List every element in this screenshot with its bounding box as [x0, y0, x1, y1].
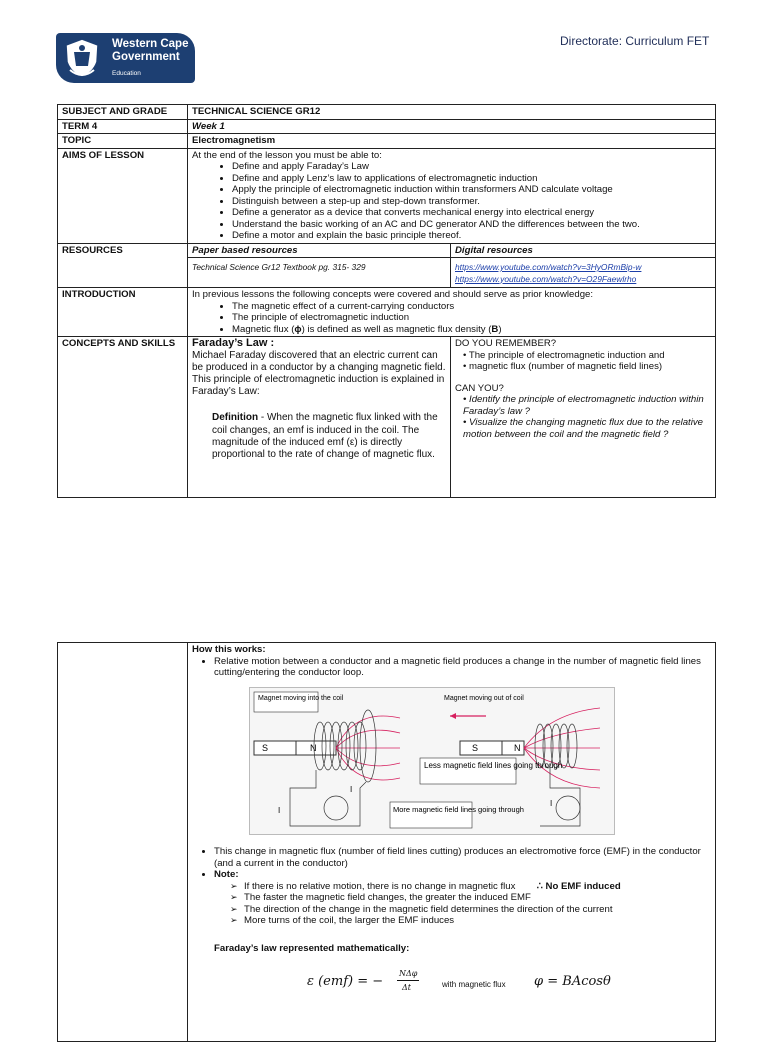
lesson-table	[57, 104, 716, 498]
how-list	[192, 656, 711, 679]
resources-row	[58, 243, 716, 258]
subject-label: SUBJECT AND GRADE	[58, 105, 188, 120]
remember-cell	[451, 337, 716, 498]
aims-row	[58, 148, 716, 243]
aim-item: • Define and apply Lenz’s law to applications of electromagnetic induction	[232, 173, 711, 185]
aims-label: AIMS OF LESSON	[58, 148, 188, 243]
intro-row	[58, 288, 716, 337]
digital-resources-heading: Digital resources	[451, 243, 716, 258]
how-title: How this works:	[192, 644, 266, 655]
faraday-title: Faraday’s Law :	[192, 337, 275, 349]
intro-cell	[188, 288, 716, 337]
topic-row	[58, 134, 716, 149]
remember-title: DO YOU REMEMBER?	[455, 338, 557, 349]
can-you-item: • Visualize the changing magnetic flux due to the relative motion between the coil and the magnetic field ?	[463, 417, 703, 440]
pole-n-right: N	[514, 742, 521, 753]
label-into-coil: Magnet moving into the coil	[258, 694, 344, 702]
subject-row	[58, 105, 716, 120]
label-out-of-coil: Magnet moving out of coil	[444, 694, 524, 702]
aim-item: • Apply the principle of electromagnetic induction within transformers AND calculate voltage	[232, 184, 711, 196]
change-list	[192, 846, 711, 881]
pole-s-left: S	[262, 742, 269, 753]
current-right: I	[550, 798, 553, 808]
note-item: ➢ The direction of the change in the magnetic field determines the direction of the current	[244, 904, 711, 916]
change-item: • This change in magnetic flux (number of field lines cutting) produces an electromotive force (EMF) in the conductor (and a current in the conductor)	[214, 846, 711, 869]
directorate-title: Directorate: Curriculum FET	[560, 34, 710, 48]
current-left-2: I	[350, 784, 353, 794]
note-item: ➢ If there is no relative motion, there is no change in magnetic flux ∴ No EMF induced	[244, 881, 711, 893]
paper-resources-heading: Paper based resources	[188, 243, 451, 258]
aims-intro: At the end of the lesson you must be able to:	[192, 149, 382, 161]
formula-lhs: ε (emf) = −	[307, 974, 384, 989]
coat-of-arms-icon	[60, 36, 104, 80]
formula-denominator: Δt	[402, 983, 411, 992]
wcg-logo	[56, 33, 195, 83]
can-you-title: CAN YOU?	[455, 382, 504, 394]
note-label: • Note:	[214, 869, 711, 881]
paper-resource: Technical Science Gr12 Textbook pg. 315- 329	[192, 262, 366, 272]
how-cell	[188, 643, 716, 1042]
continued-table	[57, 642, 716, 1042]
aim-item: • Define a motor and explain the basic principle thereof.	[232, 230, 711, 242]
more-lines-label: More magnetic field lines going through	[393, 804, 524, 814]
intro-item: • The principle of electromagnetic induction	[232, 312, 711, 324]
intro-item: • The magnetic effect of a current-carrying conductors	[232, 301, 711, 313]
current-left: I	[278, 805, 281, 815]
can-you-item: • Identify the principle of electromagnetic induction within Faraday’s law ?	[463, 394, 704, 417]
concepts-row	[58, 337, 716, 498]
aims-cell	[188, 148, 716, 243]
concepts-label: CONCEPTS AND SKILLS	[58, 337, 188, 498]
notes-list	[192, 881, 711, 927]
note-item: ➢ More turns of the coil, the larger the EMF induces	[244, 915, 711, 927]
intro-list	[192, 301, 711, 336]
digital-resource-cell	[451, 258, 716, 288]
formula-heading: Faraday’s law represented mathematically:	[214, 942, 410, 954]
formula-with: with magnetic flux	[442, 980, 506, 989]
faraday-formula	[192, 968, 711, 998]
remember-item: • The principle of electromagnetic induction and	[463, 349, 665, 361]
how-row	[58, 643, 716, 1042]
page-header	[0, 0, 768, 95]
term-label: TERM 4	[58, 119, 188, 134]
video-link-2[interactable]: https://www.youtube.com/watch?v=O29Faewlrho	[455, 273, 637, 284]
aim-item: • Define and apply Faraday’s Law	[232, 161, 711, 173]
formula-flux: φ = BAcosθ	[534, 974, 611, 989]
remember-item: • magnetic flux (number of magnetic field lines)	[463, 361, 663, 372]
logo-title: Western Cape Government	[112, 38, 189, 63]
topic-label: TOPIC	[58, 134, 188, 149]
resources-label: RESOURCES	[58, 243, 188, 288]
less-lines-label: Less magnetic field lines going through	[424, 760, 563, 770]
faraday-text: Michael Faraday discovered that an electric current can be produced in a conductor by a changing magnetic field. This principle of electromagnetic induction is explained in Faraday’s Law:	[192, 349, 446, 398]
pole-s-right: S	[472, 742, 479, 753]
paper-resource-cell	[188, 258, 451, 288]
how-item: • Relative motion between a conductor and a magnetic field produces a change in the number of magnetic field lines cutting/entering the conductor loop.	[214, 656, 711, 679]
aim-item: • Distinguish between a step-up and step-down transformer.	[232, 196, 711, 208]
formula-numerator: NΔφ	[397, 968, 419, 981]
aim-item: • Understand the basic working of an AC and DC generator AND the differences between the two.	[232, 219, 711, 231]
pole-n-left: N	[310, 742, 317, 753]
faraday-definition: Definition - When the magnetic flux linked with the coil changes, an emf is induced in the coil. The magnitude of the induced emf (ε) is directly proportional to the rate of change of magnetic flux.	[212, 412, 438, 460]
remember-list	[455, 350, 711, 373]
intro-item-flux: • Magnetic flux (ϕ) is defined as well as magnetic flux density (B)	[232, 324, 711, 336]
logo-subtitle: Education	[112, 70, 141, 77]
subject-value: TECHNICAL SCIENCE GR12	[188, 105, 716, 120]
term-value: Week 1	[188, 119, 716, 134]
video-link-1[interactable]: https://www.youtube.com/watch?v=3HyORmBip-w	[455, 262, 642, 272]
note-item: ➢ The faster the magnetic field changes, the greater the induced EMF	[244, 892, 711, 904]
topic-value: Electromagnetism	[188, 134, 716, 149]
intro-label: INTRODUCTION	[58, 288, 188, 337]
can-you-list	[455, 394, 711, 440]
term-row	[58, 119, 716, 134]
faraday-cell	[188, 337, 451, 498]
induction-diagram	[249, 687, 615, 835]
empty-label-cell	[58, 643, 188, 1042]
aim-item: • Define a generator as a device that converts mechanical energy into electrical energy	[232, 207, 711, 219]
aims-list	[192, 161, 711, 242]
intro-text: In previous lessons the following concepts were covered and should serve as prior knowledge:	[192, 289, 594, 300]
